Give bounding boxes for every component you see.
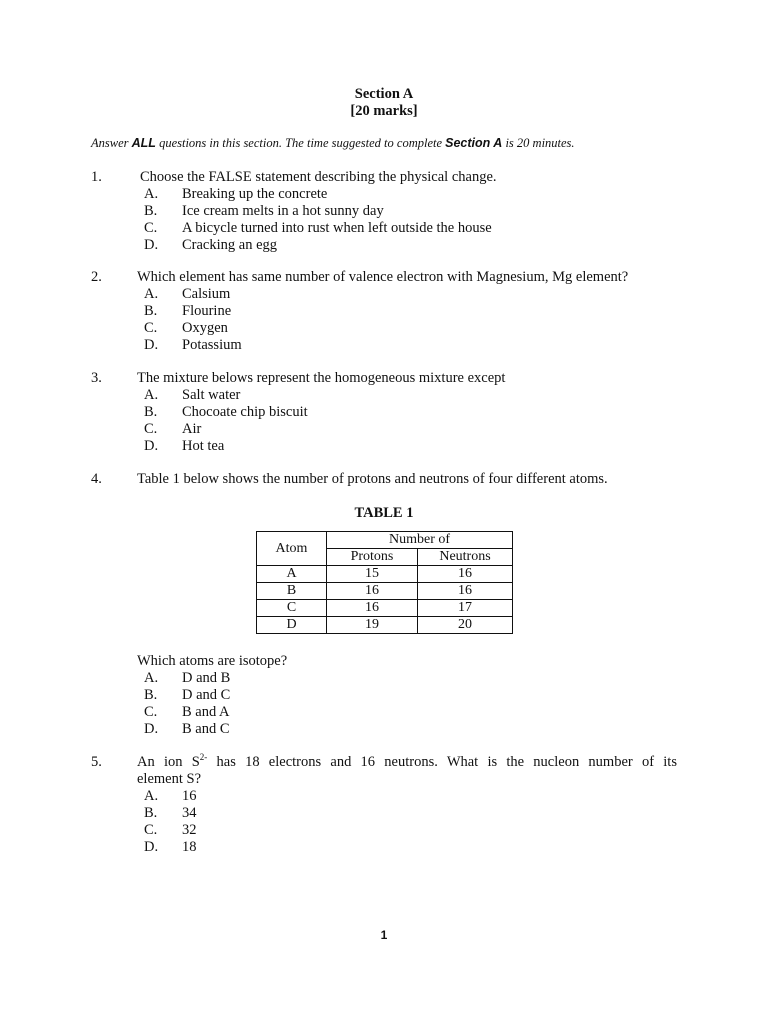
question-number: 2. — [91, 269, 102, 285]
question-number: 5. — [91, 754, 102, 770]
table-row — [257, 617, 513, 634]
header-protons: Protons — [327, 549, 418, 566]
cell-protons: 16 — [327, 600, 418, 617]
table-row — [257, 600, 513, 617]
cell-atom: B — [257, 583, 327, 600]
atoms-table — [256, 531, 513, 634]
page-number: 1 — [380, 928, 388, 942]
question-number: 4. — [91, 471, 102, 487]
question-stem: An ion $S^{2-}$ has 18 electrons and 16 neutrons. What is the nucleon number of its — [137, 752, 677, 770]
ion-charge: 2- — [199, 752, 208, 762]
instruction-all: ALL — [131, 136, 156, 150]
instructions: Answer ALL questions in this section. The time suggested to complete Section A is 20 minutes. — [91, 136, 575, 150]
question-number: 3. — [91, 370, 102, 386]
cell-atom: D — [257, 617, 327, 634]
instruction-section: Section A — [445, 136, 503, 150]
section-marks: [20 marks] — [350, 103, 418, 119]
question-stem: Choose the FALSE statement describing the physical change. — [140, 169, 497, 185]
cell-neutrons: 16 — [418, 583, 513, 600]
cell-neutrons: 20 — [418, 617, 513, 634]
cell-protons: 19 — [327, 617, 418, 634]
header-neutrons: Neutrons — [418, 549, 513, 566]
section-title: Section A — [354, 86, 414, 102]
table-row — [257, 566, 513, 583]
question-stem: Which element has same number of valence electron with Magnesium, Mg element? — [137, 269, 629, 285]
cell-protons: 15 — [327, 566, 418, 583]
question-number: 1. — [91, 169, 102, 185]
cell-neutrons: 17 — [418, 600, 513, 617]
question-stem-line2: element S? — [137, 771, 202, 787]
table-title: TABLE 1 — [354, 505, 414, 521]
header-number-of: Number of — [327, 532, 513, 549]
table-row — [257, 583, 513, 600]
cell-neutrons: 16 — [418, 566, 513, 583]
exam-page: Section A [20 marks] Answer ALL questions in this section. The time suggested to complete Section A is 20 minutes. 1. Choose the FALSE statement describing the physical change. A. Breaking up the concrete B. Ice cream melts in a hot sunny day C. A bicycle turned into rust when left outside the house D. Cracking an egg 2. Which element has same number of valence electron with Magnesium, Mg element? A. Calsium B. Flourine C. Oxygen D. Potassium 3. The mixture belows represent the homogeneous mixture except A. Salt water B. Chocoate chip biscuit C. Air D. Hot tea 4. Table 1 below shows the number of protons and neutrons of four different atoms. TABLE 1 Atom Number of Protons Neutrons A 15 16 B 16 16 C 16 17 D 19 20 Which atoms are isotope? A. D and B B. D and C C. B and A D. B and C 5. An ion $S^{2-}$ has 18 electrons and 16 neutrons. What is the nucleon number of its element S? A. 16 B. 34 C. 32 D. 18 1 — [0, 0, 768, 1024]
question-stem: The mixture belows represent the homogeneous mixture except — [137, 370, 506, 386]
cell-protons: 16 — [327, 583, 418, 600]
cell-atom: A — [257, 566, 327, 583]
question-sub-stem: Which atoms are isotope? — [137, 653, 288, 669]
header-atom: Atom — [257, 532, 327, 566]
question-stem: Table 1 below shows the number of protons and neutrons of four different atoms. — [137, 471, 608, 487]
cell-atom: C — [257, 600, 327, 617]
